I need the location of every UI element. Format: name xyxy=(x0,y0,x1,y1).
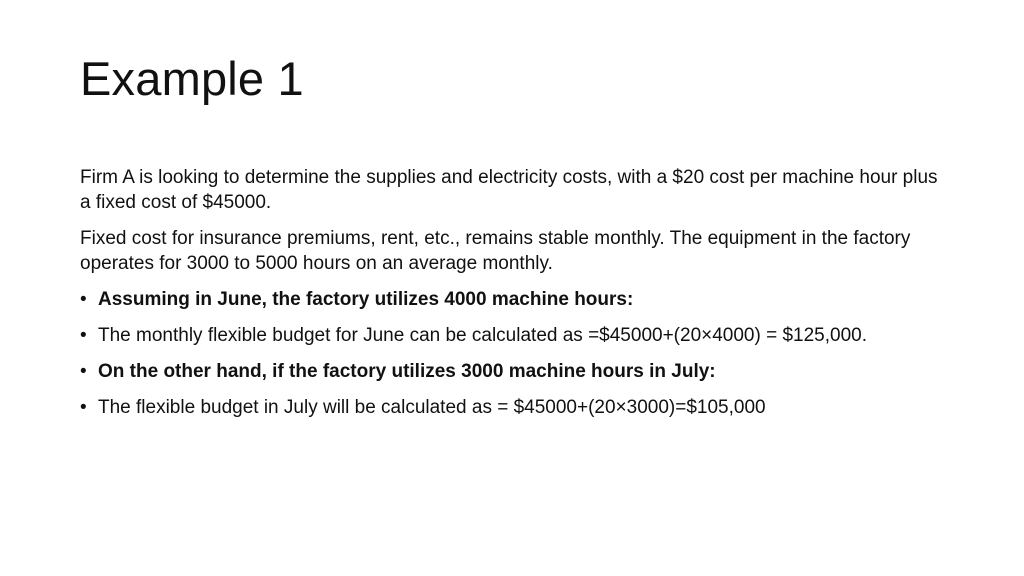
slide-body xyxy=(80,165,940,431)
slide-title: Example 1 xyxy=(80,52,304,105)
bullet-text: The flexible budget in July will be calculated as = $45000+(20×3000)=$105,000 xyxy=(98,397,766,418)
intro-paragraph: Firm A is looking to determine the supplies and electricity costs, with a $20 cost per machine hour plus a fixed cost of $45000. xyxy=(80,167,938,213)
bullet-text: On the other hand, if the factory utilizes 3000 machine hours in July: xyxy=(98,361,716,382)
bullet-text: The monthly flexible budget for June can be calculated as =$45000+(20×4000) = $125,000. xyxy=(98,325,867,346)
bullet-july-budget xyxy=(80,395,940,420)
bullet-dot-icon: • xyxy=(80,325,87,346)
bullet-july-assumption xyxy=(80,359,940,384)
bullet-june-assumption xyxy=(80,287,940,312)
fixed-cost-paragraph: Fixed cost for insurance premiums, rent, etc., remains stable monthly. The equipment in the factory operates for 3000 to 5000 hours on an average monthly. xyxy=(80,228,911,274)
bullet-dot-icon: • xyxy=(80,361,87,382)
bullet-dot-icon: • xyxy=(80,397,87,418)
bullet-june-budget xyxy=(80,323,940,348)
bullet-list xyxy=(80,287,940,420)
bullet-dot-icon: • xyxy=(80,289,87,310)
bullet-text: Assuming in June, the factory utilizes 4000 machine hours: xyxy=(98,289,634,310)
